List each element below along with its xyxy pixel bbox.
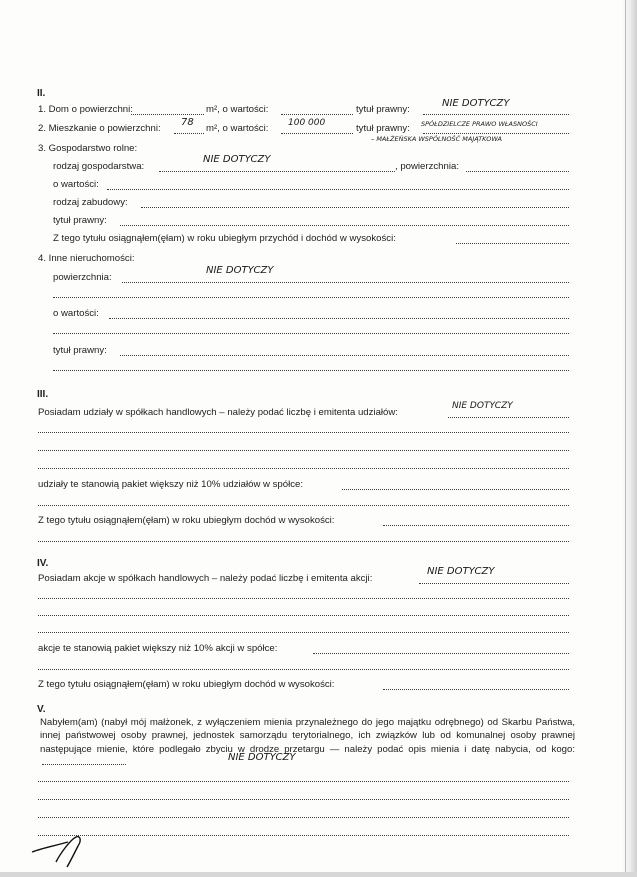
stocks-package-field[interactable]: [313, 653, 569, 654]
shares-income-field[interactable]: [383, 525, 569, 526]
stocks-package-label: akcje te stanowią pakiet większy niż 10% akcji w spółce:: [38, 643, 278, 654]
other-title-field[interactable]: [120, 355, 569, 356]
shares-income-label: Z tego tytułu osiągnąłem(ęłam) w roku ubiegłym dochód w wysokości:: [38, 515, 335, 526]
shares-field-2[interactable]: [38, 432, 569, 433]
flat-title-handwriting-2: – MAŁŻEŃSKA WSPÓLNOŚĆ MAJĄTKOWA: [371, 135, 502, 143]
shares-package-field-2[interactable]: [38, 505, 569, 506]
farm-income-label: Z tego tytułu osiągnąłem(ęłam) w roku ubiegłym przychód i dochód w wysokości:: [53, 233, 396, 244]
farm-value-label: o wartości:: [53, 179, 99, 190]
farm-buildings-field[interactable]: [141, 207, 569, 208]
signature-mark-icon: [30, 832, 84, 872]
section-2-heading: II.: [37, 88, 46, 99]
house-title-handwriting: NIE DOTYCZY: [442, 98, 510, 109]
farm-type-label: rodzaj gospodarstwa:: [53, 161, 145, 172]
section-5-handwriting: NIE DOTYCZY: [228, 752, 296, 763]
stocks-income-field[interactable]: [383, 689, 569, 690]
farm-income-field[interactable]: [456, 243, 569, 244]
farm-title-field[interactable]: [120, 225, 569, 226]
stocks-income-label: Z tego tytułu osiągnąłem(ęłam) w roku ubiegłym dochód w wysokości:: [38, 679, 335, 690]
section-5-field-3[interactable]: [38, 799, 569, 800]
other-value-field[interactable]: [109, 318, 569, 319]
house-area-field[interactable]: [131, 114, 204, 115]
section-5-paragraph: Nabyłem(am) (nabył mój małżonek, z wyłączeniem mienia przynależnego do jego majątku odrębnego) od Skarbu Państwa, innej państwowej osoby prawnej, jednostek samorządu terytorialnego, ich związków lub od komunalnej osoby prawnej następujące mienie, które podlegało zbyciu w drodze przetargu — należy podać opis mienia i datę nabycia, od kogo:: [40, 717, 575, 755]
shares-package-label: udziały te stanowią pakiet większy niż 10% udziałów w spółce:: [38, 479, 304, 490]
flat-value-label: m², o wartości:: [206, 123, 269, 134]
other-area-field[interactable]: [122, 282, 569, 283]
section-3-heading: III.: [37, 389, 49, 400]
farm-label: 3. Gospodarstwo rolne:: [38, 143, 138, 154]
section-5-field-2[interactable]: [38, 781, 569, 782]
scan-edge-right: [621, 0, 637, 877]
section-5-inline-field[interactable]: [42, 764, 126, 765]
stocks-label: Posiadam akcje w spółkach handlowych – należy podać liczbę i emitenta akcji:: [38, 573, 373, 584]
shares-package-field[interactable]: [342, 489, 569, 490]
flat-title-label: tytuł prawny:: [356, 123, 410, 134]
flat-area-field[interactable]: [174, 133, 204, 134]
house-value-label: m², o wartości:: [206, 104, 269, 115]
shares-field[interactable]: [448, 417, 569, 418]
farm-area-field[interactable]: [466, 171, 569, 172]
house-title-label: tytuł prawny:: [356, 104, 410, 115]
other-area-handwriting: NIE DOTYCZY: [206, 265, 274, 276]
house-title-field[interactable]: [423, 114, 569, 115]
other-title-field-2[interactable]: [53, 370, 569, 371]
section-5-heading: V.: [37, 704, 46, 715]
flat-value-field[interactable]: [281, 133, 353, 134]
other-title-label: tytuł prawny:: [53, 345, 107, 356]
other-area-label: powierzchnia:: [53, 272, 112, 283]
stocks-field-3[interactable]: [38, 615, 569, 616]
section-4-heading: IV.: [37, 558, 49, 569]
stocks-field-4[interactable]: [38, 632, 569, 633]
flat-area-handwriting: 78: [181, 117, 194, 128]
farm-area-label: , powierzchnia:: [395, 161, 459, 172]
stocks-field[interactable]: [419, 583, 569, 584]
flat-label: 2. Mieszkanie o powierzchni:: [38, 123, 161, 134]
section-5-field-5[interactable]: [38, 835, 569, 836]
stocks-package-field-2[interactable]: [38, 669, 569, 670]
section-5-text: [40, 716, 575, 770]
farm-type-handwriting: NIE DOTYCZY: [203, 154, 271, 165]
house-value-field[interactable]: [281, 114, 353, 115]
other-area-field-2[interactable]: [53, 297, 569, 298]
house-label: 1. Dom o powierzchni:: [38, 104, 133, 115]
scan-edge-bottom: [0, 872, 637, 877]
farm-value-field[interactable]: [107, 189, 569, 190]
stocks-field-2[interactable]: [38, 598, 569, 599]
flat-title-handwriting-1: SPÓŁDZIELCZE PRAWO WŁASNOŚCI: [421, 120, 538, 128]
stocks-handwriting: NIE DOTYCZY: [427, 566, 495, 577]
farm-type-field[interactable]: [159, 171, 395, 172]
shares-label: Posiadam udziały w spółkach handlowych – należy podać liczbę i emitenta udziałów:: [38, 407, 398, 418]
other-value-label: o wartości:: [53, 308, 99, 319]
other-value-field-2[interactable]: [53, 333, 569, 334]
shares-field-3[interactable]: [38, 450, 569, 451]
other-label: 4. Inne nieruchomości:: [38, 253, 135, 264]
shares-field-4[interactable]: [38, 468, 569, 469]
farm-title-label: tytuł prawny:: [53, 215, 107, 226]
shares-handwriting: NIE DOTYCZY: [452, 401, 513, 411]
section-5-field-4[interactable]: [38, 817, 569, 818]
shares-income-field-2[interactable]: [38, 541, 569, 542]
flat-value-handwriting: 100 000: [288, 118, 326, 128]
farm-buildings-label: rodzaj zabudowy:: [53, 197, 128, 208]
